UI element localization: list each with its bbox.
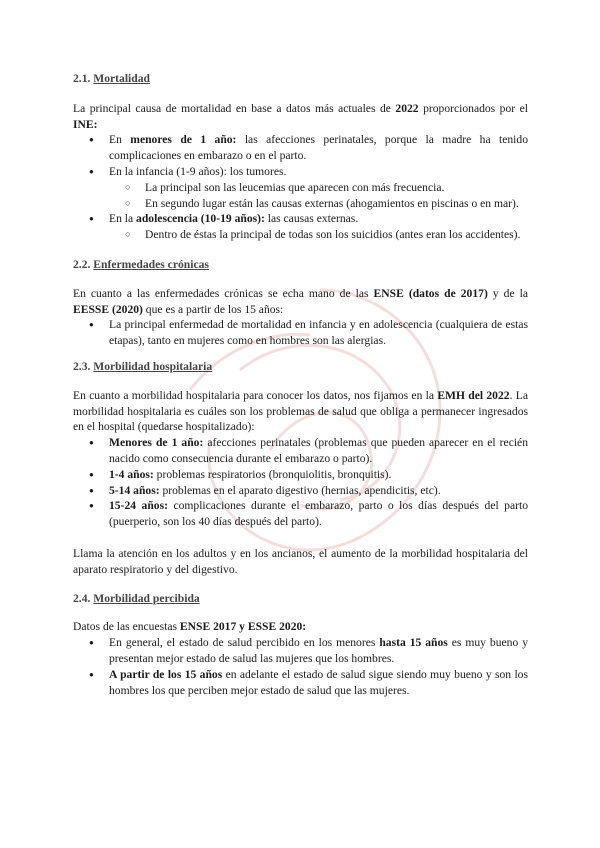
bold-text: EMH del 2022	[437, 388, 510, 402]
list-item: ● La principal enfermedad de mortalidad en infancia y en adolescencia (cualquiera de estas etapas), tanto en mujeres como en hombres son las alergias.	[73, 317, 528, 349]
text: En cuanto a las enfermedades crónicas se echa mano de las	[73, 286, 374, 300]
bold-text: INE:	[73, 117, 98, 131]
bold-text: A partir de los 15 años	[109, 667, 223, 681]
list-item	[73, 467, 528, 483]
list-item	[73, 211, 528, 243]
text: en adelante el estado de salud sigue siendo muy bueno y son los hombres los que perciben mejor estado de salud que las mujeres.	[109, 667, 528, 697]
text: es muy bueno y presentan mejor estado de salud las mujeres que los hombres.	[109, 636, 528, 665]
heading-number: 2.2.	[73, 257, 91, 271]
text: En general, el estado de salud percibido en los menores	[109, 636, 380, 650]
paragraph	[73, 286, 528, 318]
heading-enfermedades-cronicas	[73, 257, 528, 273]
heading-title: Mortalidad	[93, 72, 150, 85]
bold-text: hasta 15 años	[379, 636, 448, 650]
list-item	[73, 667, 528, 699]
text: En la infancia (1-9 años): los tumores.	[109, 164, 287, 178]
text: En la	[109, 212, 137, 226]
list-item	[73, 498, 528, 530]
document-page	[73, 71, 528, 698]
heading-morbilidad-hospitalaria	[73, 359, 528, 375]
heading-title: Enfermedades crónicas	[93, 257, 209, 271]
heading-number: 2.4.	[73, 591, 91, 605]
text: complicaciones durante el embarazo, parto o los días después del parto (puerperio, son los 40 días después del parto).	[109, 499, 528, 529]
paragraph	[73, 619, 528, 635]
heading-title: Morbilidad percibida	[93, 591, 200, 605]
text: que es a partir de los 15 años:	[142, 302, 284, 316]
bold-text: 5-14 años:	[109, 483, 160, 497]
paragraph: Llama la atención en los adultos y en los ancianos, el aumento de la morbilidad hospitalaria del aparato respiratorio y del digestivo.	[73, 546, 528, 576]
bullet-list	[73, 635, 528, 698]
heading-morbilidad-percibida	[73, 591, 528, 607]
list-item	[73, 132, 528, 164]
bold-text: ENSE (datos de 2017)	[373, 286, 488, 300]
bold-text: adolescencia (10-19 años):	[136, 212, 265, 226]
text: En cuanto a morbilidad hospitalaria para conocer los datos, nos fijamos en la	[73, 388, 438, 402]
heading-number: 2.3.	[73, 359, 91, 373]
sub-list	[109, 180, 528, 212]
text: La principal causa de mortalidad en base a datos más actuales de	[73, 101, 396, 115]
sub-list-item: ○ En segundo lugar están las causas externas (ahogamientos en piscinas o en mar).	[109, 196, 528, 212]
bullet-list	[73, 317, 528, 349]
text: En	[109, 133, 131, 147]
text: problemas en el aparato digestivo (hernias, apendicitis, etc).	[159, 483, 441, 497]
bold-text: 1-4 años:	[109, 467, 154, 481]
sub-list-item: ○ Dentro de éstas la principal de todas son los suicidios (antes eran los accidentes).	[109, 227, 528, 243]
heading-number: 2.1.	[73, 72, 91, 85]
sub-list	[109, 227, 528, 243]
bold-text: EESSE (2020)	[73, 302, 143, 316]
paragraph	[73, 101, 528, 133]
list-item	[73, 164, 528, 211]
text: problemas respiratorios (bronquiolitis, bronquitis).	[153, 467, 392, 481]
heading-title: Morbilidad hospitalaria	[93, 359, 213, 373]
text: proporcionados por el	[418, 101, 529, 115]
bold-text: 2022	[395, 101, 419, 115]
bold-text: Menores de 1 año:	[109, 436, 204, 450]
text: afecciones perinatales (problemas que pueden aparecer en el recién nacido como consecuencia durante el embarazo o parto).	[109, 436, 528, 465]
text: Datos de las encuestas	[73, 620, 180, 634]
text: las causas externas.	[264, 212, 359, 226]
text: . La morbilidad hospitalaria es cuáles son los problemas de salud que obliga a permanecer ingresados en el hospital (quedarse hospitalizado):	[73, 388, 528, 434]
text: y de la	[487, 286, 528, 300]
bullet-list	[73, 132, 528, 243]
bold-text: menores de 1 año:	[130, 133, 237, 147]
heading-mortalidad	[73, 71, 528, 87]
bullet-list	[73, 435, 528, 530]
list-item	[73, 435, 528, 467]
sub-list-item: ○ La principal son las leucemias que aparecen con más frecuencia.	[109, 180, 528, 196]
bold-text: 15-24 años:	[109, 499, 168, 513]
bold-text: ENSE 2017 y ESSE 2020:	[179, 620, 307, 634]
list-item	[73, 635, 528, 667]
list-item	[73, 483, 528, 499]
text: las afecciones perinatales, porque la madre ha tenido complicaciones en embarazo o en el parto.	[109, 133, 528, 163]
paragraph	[73, 388, 528, 435]
